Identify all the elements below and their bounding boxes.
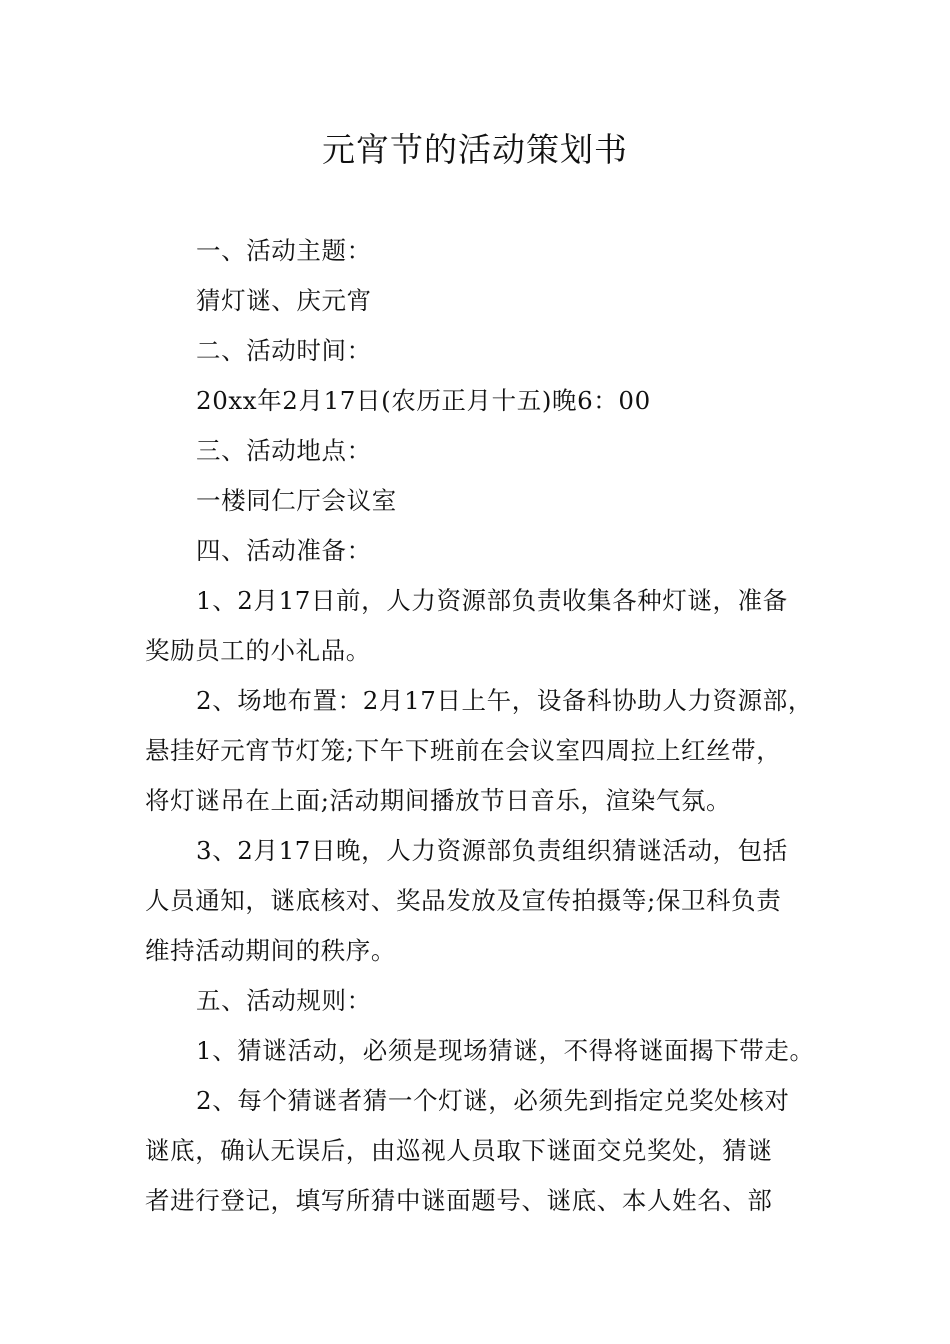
paragraph-line: 猜灯谜、庆元宵 [196,286,372,315]
paragraph [145,476,825,526]
paragraph [145,226,825,276]
document-body [145,226,825,1226]
paragraph-line: 谜底，确认无误后，由巡视人员取下谜面交兑奖处，猜谜 [145,1136,773,1165]
paragraph-line: 二、活动时间： [196,336,372,365]
paragraph-line: 一楼同仁厅会议室 [196,486,397,515]
paragraph-line: 2、每个猜谜者猜一个灯谜，必须先到指定兑奖处核对 [196,1086,790,1115]
paragraph-line: 人员通知，谜底核对、奖品发放及宣传拍摄等;保卫科负责 [145,886,782,915]
document-title: 元宵节的活动策划书 [322,130,628,169]
paragraph-line: 3、2月17日晚，人力资源部负责组织猜谜活动，包括 [196,836,788,865]
paragraph [145,1026,825,1076]
paragraph [145,326,825,376]
paragraph-line: 一、活动主题： [196,236,372,265]
paragraph-line: 2、场地布置：2月17日上午，设备科协助人力资源部， [196,686,813,715]
paragraph-line: 奖励员工的小礼品。 [145,636,371,665]
paragraph-line: 四、活动准备： [196,536,372,565]
paragraph-line: 1、猜谜活动，必须是现场猜谜，不得将谜面揭下带走。 [196,1036,815,1065]
paragraph [145,526,825,576]
paragraph [145,976,825,1026]
paragraph-line: 维持活动期间的秩序。 [145,936,396,965]
paragraph [145,376,825,426]
paragraph-line: 1、2月17日前，人力资源部负责收集各种灯谜，准备 [196,586,788,615]
paragraph [145,276,825,326]
paragraph-line: 五、活动规则： [196,986,372,1015]
paragraph-line: 悬挂好元宵节灯笼;下午下班前在会议室四周拉上红丝带， [145,736,782,765]
paragraph-line: 20xx年2月17日(农历正月十五)晚6：00 [196,386,651,415]
paragraph [145,426,825,476]
paragraph-line: 三、活动地点： [196,436,372,465]
paragraph [145,1076,825,1226]
paragraph [145,676,825,826]
paragraph-line: 者进行登记，填写所猜中谜面题号、谜底、本人姓名、部 [145,1186,773,1215]
paragraph-line: 将灯谜吊在上面;活动期间播放节日音乐，渲染气氛。 [145,786,732,815]
paragraph [145,576,825,676]
paragraph [145,826,825,976]
